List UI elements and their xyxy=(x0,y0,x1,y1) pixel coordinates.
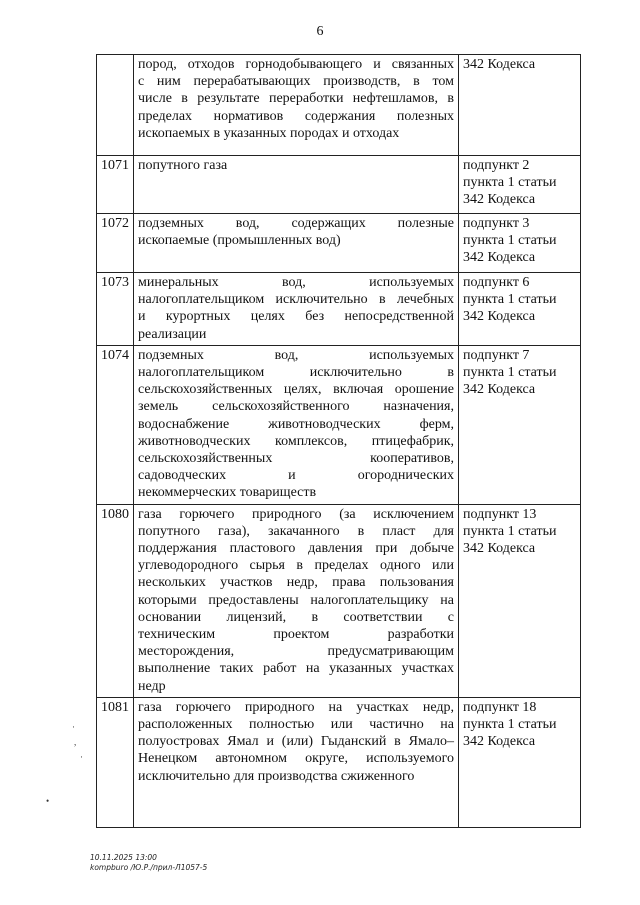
description-line: налогоплательщиком исключительно в xyxy=(138,365,454,381)
reference-line: подпункт 13 xyxy=(463,506,537,522)
description-line: некоммерческих товариществ xyxy=(138,485,317,501)
table-row xyxy=(97,214,581,273)
description-line: сельскохозяйственных кооперативов, xyxy=(138,451,454,467)
reference-line: пункта 1 статьи xyxy=(463,292,557,308)
description-line: садоводческих и огороднических xyxy=(138,468,454,484)
reference-line: подпункт 3 xyxy=(463,216,530,231)
article-reference-cell xyxy=(459,55,581,156)
footer-filename: kompburo /Ю.Р./прил-Л1057-5 xyxy=(90,863,208,872)
reference-line: подпункт 7 xyxy=(463,347,530,363)
description-line: попутного газа), закачанного в пласт для xyxy=(138,523,454,539)
description-cell xyxy=(134,345,459,504)
table-row xyxy=(97,345,581,504)
description-line: основании лицензий, в соответствии с xyxy=(138,609,454,625)
description-line: ископаемых в указанных породах и отходах xyxy=(138,125,400,141)
reference-line: пункта 1 статьи xyxy=(463,175,557,191)
description-line: полуостровах Ямал и (или) Гыданский в Ямало– xyxy=(138,734,454,750)
description-line: выполнение таких работ на указанных участках xyxy=(138,661,454,677)
description-line: исключительно для производства сжиженного xyxy=(138,768,415,784)
description-line: минеральных вод, используемых xyxy=(138,275,454,290)
description-line: ископаемые (промышленных вод) xyxy=(138,233,341,249)
description-line: техническим проектом разработки xyxy=(138,627,454,643)
description-line: налогоплательщиком исключительно в лечебных xyxy=(138,292,454,308)
article-reference-cell xyxy=(459,214,581,273)
description-line: Ненецком автономном округе, используемого xyxy=(138,751,454,767)
code-cell: 1081 xyxy=(97,697,134,827)
description-line: и курортных целях без непосредственной xyxy=(138,309,454,325)
table-row xyxy=(97,697,581,827)
description-line: попутного газа xyxy=(138,158,228,173)
description-line: расположенных полностью или частично на xyxy=(138,717,454,733)
description-cell xyxy=(134,697,459,827)
reference-line: 342 Кодекса xyxy=(463,57,536,72)
description-cell xyxy=(134,504,459,697)
reference-line: 342 Кодекса xyxy=(463,734,536,750)
table-row xyxy=(97,156,581,214)
code-cell: 1074 xyxy=(97,345,134,504)
table-row xyxy=(97,273,581,346)
reference-line: пункта 1 статьи xyxy=(463,365,557,381)
reference-line: 342 Кодекса xyxy=(463,192,536,208)
description-line: недр xyxy=(138,678,166,694)
footer-timestamp: 10.11.2025 13:00 xyxy=(90,853,157,862)
reference-line: 342 Кодекса xyxy=(463,541,536,557)
description-line: сельскохозяйственных целях, включая орошение xyxy=(138,382,454,398)
description-line: подземных вод, содержащих полезные xyxy=(138,216,454,231)
article-reference-cell xyxy=(459,156,581,214)
reference-line: пункта 1 статьи xyxy=(463,233,557,249)
tax-code-table xyxy=(96,54,581,828)
description-line: месторождения, предусматривающим xyxy=(138,644,454,660)
page-number: 6 xyxy=(316,24,324,39)
description-line: газа горючего природного (за исключением xyxy=(138,506,454,522)
article-reference-cell xyxy=(459,697,581,827)
margin-mark: · xyxy=(80,752,83,762)
reference-line: подпункт 2 xyxy=(463,158,530,173)
reference-line: 342 Кодекса xyxy=(463,309,536,325)
description-line: земель сельскохозяйственного назначения, xyxy=(138,399,454,415)
reference-line: 342 Кодекса xyxy=(463,382,536,398)
description-cell xyxy=(134,156,459,214)
reference-line: подпункт 18 xyxy=(463,699,537,715)
description-line: числе в результате переработки нефтешламов, в xyxy=(138,91,454,107)
document-footer xyxy=(90,853,207,873)
description-line: пород, отходов горнодобывающего и связанных xyxy=(138,57,454,72)
article-reference-cell xyxy=(459,345,581,504)
description-cell xyxy=(134,55,459,156)
description-line: реализации xyxy=(138,326,207,342)
code-cell xyxy=(97,55,134,156)
margin-mark: · xyxy=(72,722,75,732)
description-line: нескольких участков недр, права пользования xyxy=(138,575,454,591)
description-line: поддержания пластового давления при добыче xyxy=(138,541,454,557)
description-line: углеводородного сырья в пределах одного или xyxy=(138,558,454,574)
code-cell: 1073 xyxy=(97,273,134,346)
article-reference-cell xyxy=(459,504,581,697)
table-row xyxy=(97,504,581,697)
margin-mark: • xyxy=(46,796,50,806)
reference-line: пункта 1 статьи xyxy=(463,523,557,539)
description-line: подземных вод, используемых xyxy=(138,347,454,363)
table-row xyxy=(97,55,581,156)
reference-line: 342 Кодекса xyxy=(463,250,536,266)
reference-line: подпункт 6 xyxy=(463,275,530,290)
reference-line: пункта 1 статьи xyxy=(463,717,557,733)
description-cell xyxy=(134,214,459,273)
article-reference-cell xyxy=(459,273,581,346)
description-cell xyxy=(134,273,459,346)
code-cell: 1071 xyxy=(97,156,134,214)
description-line: пределах нормативов содержания полезных xyxy=(138,108,454,124)
description-line: которыми предоставлены налогоплательщику на xyxy=(138,592,454,608)
code-cell: 1080 xyxy=(97,504,134,697)
code-cell: 1072 xyxy=(97,214,134,273)
description-line: водоснабжение животноводческих ферм, xyxy=(138,416,454,432)
description-line: с ним перерабатывающих производств, в том xyxy=(138,74,454,90)
description-line: газа горючего природного на участках недр, xyxy=(138,699,454,715)
margin-mark: , xyxy=(74,737,77,747)
description-line: животноводческих комплексов, птицефабрик, xyxy=(138,433,454,449)
